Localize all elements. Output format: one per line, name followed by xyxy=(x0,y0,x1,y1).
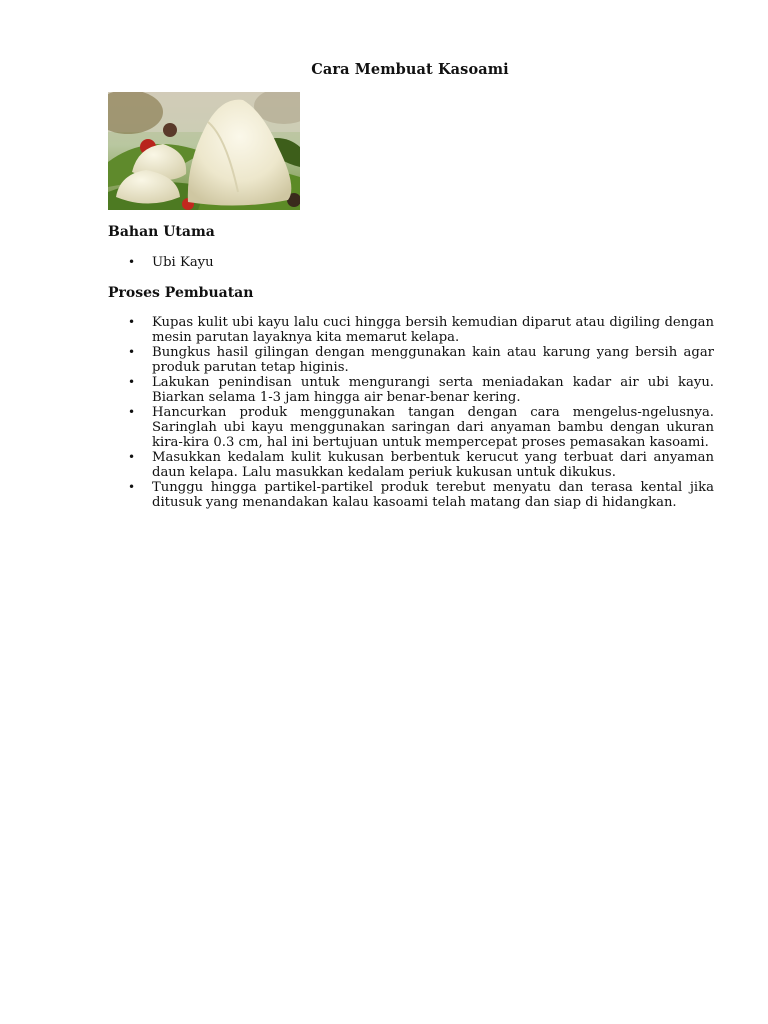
bullet-icon: • xyxy=(128,450,136,464)
list-item-text: Lakukan penindisan untuk mengurangi serta meniadakan kadar air ubi kayu. Biarkan selama 1-3 jam hingga air benar-benar kering. xyxy=(152,375,714,405)
section-heading-proses: Proses Pembuatan xyxy=(108,285,254,301)
bullet-icon: • xyxy=(128,315,136,329)
list-item-text: Hancurkan produk menggunakan tangan dengan cara mengelus-ngelusnya. Saringlah ubi kayu menggunakan saringan dari anyaman bambu dengan ukuran kira-kira 0.3 cm, hal ini bertujuan untuk mempercepat proses pemasakan kasoami. xyxy=(152,405,714,450)
list-item-text: Tunggu hingga partikel-partikel produk terebut menyatu dan terasa kental jika ditusuk yang menandakan kalau kasoami telah matang dan siap di hidangkan. xyxy=(152,480,714,510)
list-item xyxy=(108,450,714,480)
section-heading-bahan: Bahan Utama xyxy=(108,224,215,240)
list-item xyxy=(108,255,714,270)
list-item-text: Masukkan kedalam kulit kukusan berbentuk kerucut yang terbuat dari anyaman daun kelapa. Lalu masukkan kedalam periuk kukusan untuk dikukus. xyxy=(152,450,714,480)
document-title: Cara Membuat Kasoami xyxy=(311,61,509,78)
kasoami-photo xyxy=(108,92,300,210)
bullet-icon: • xyxy=(128,480,136,494)
bullet-icon: • xyxy=(128,345,136,359)
bullet-icon: • xyxy=(128,255,136,269)
bullet-icon: • xyxy=(128,375,136,389)
list-item xyxy=(108,405,714,450)
list-item xyxy=(108,480,714,510)
proses-list xyxy=(108,315,714,510)
bullet-icon: • xyxy=(128,405,136,419)
list-item-text: Ubi Kayu xyxy=(152,255,214,270)
list-item-text: Bungkus hasil gilingan dengan menggunakan kain atau karung yang bersih agar produk parutan tetap higinis. xyxy=(152,345,714,375)
list-item xyxy=(108,315,714,345)
list-item-text: Kupas kulit ubi kayu lalu cuci hingga bersih kemudian diparut atau digiling dengan mesin parutan layaknya kita memarut kelapa. xyxy=(152,315,714,345)
list-item xyxy=(108,345,714,375)
list-item xyxy=(108,375,714,405)
bahan-list xyxy=(108,255,714,270)
